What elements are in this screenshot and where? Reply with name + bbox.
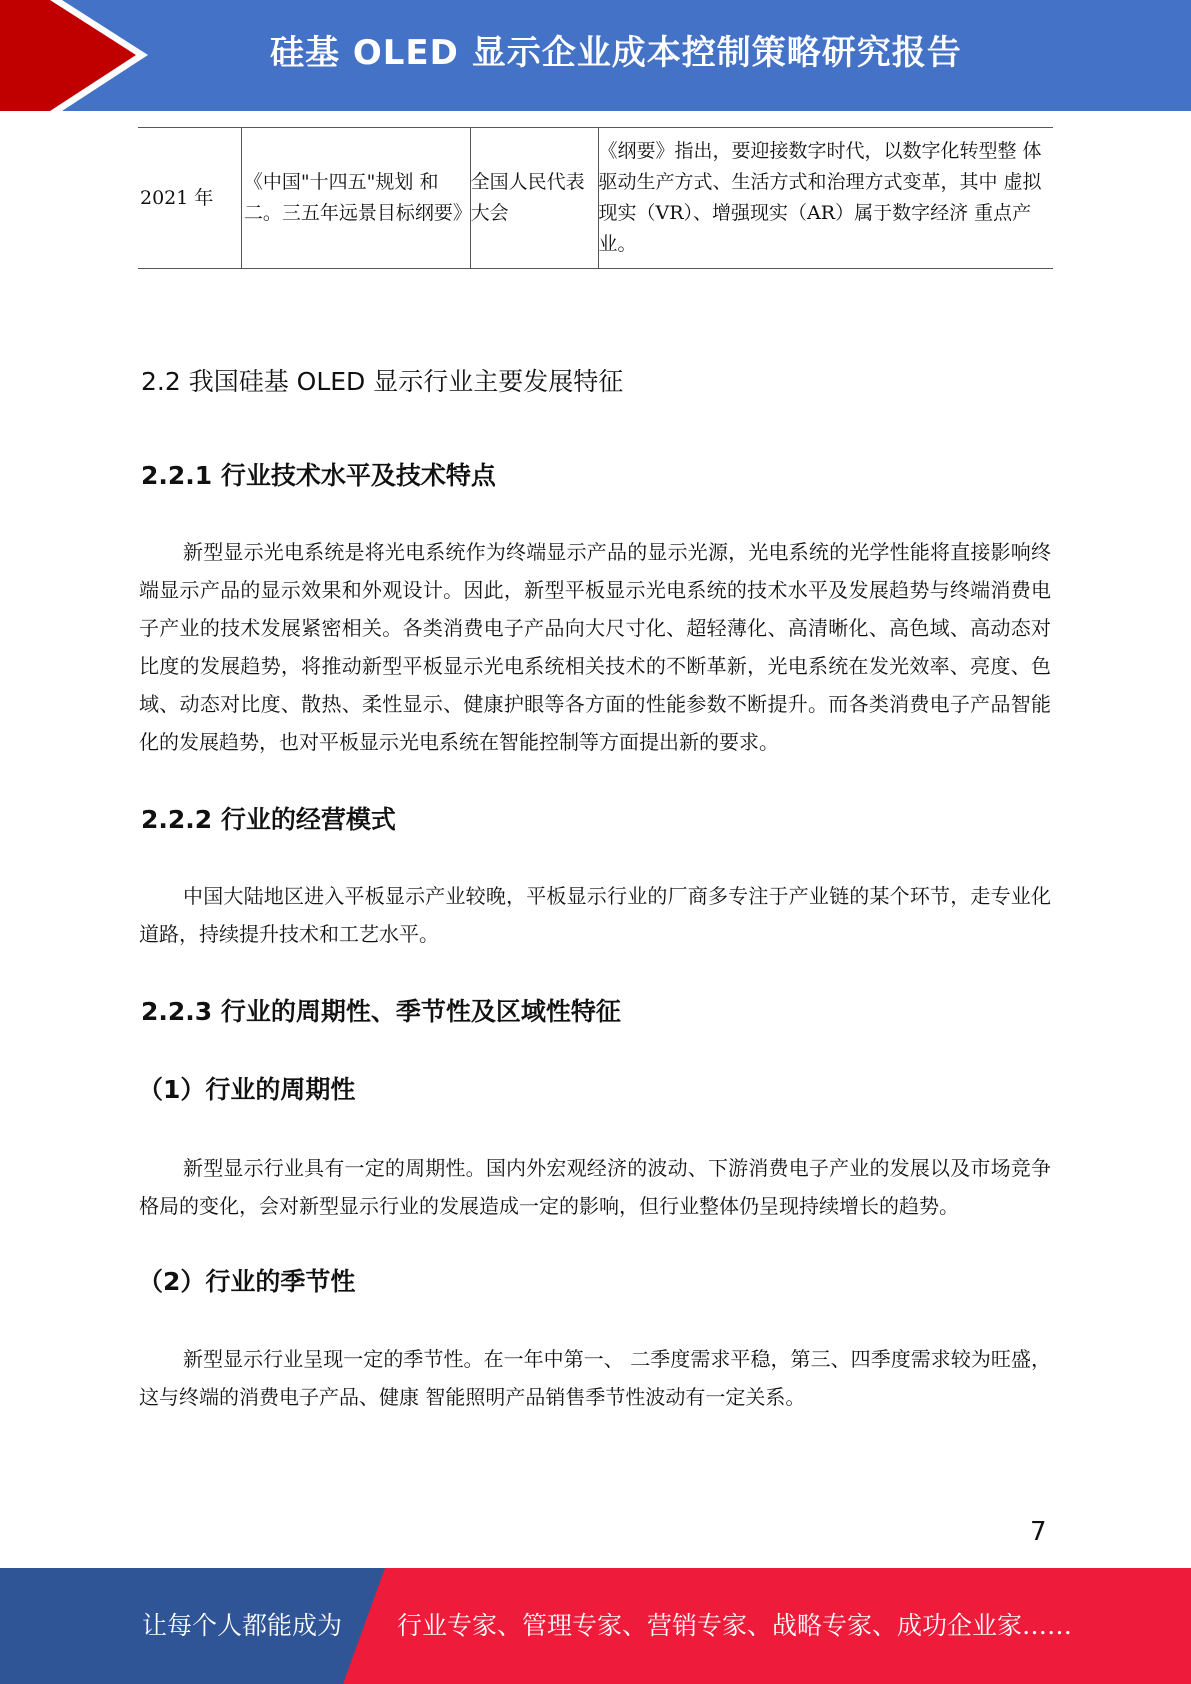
table-cell-issuer: 全国人民代表大会: [470, 128, 598, 269]
table-cell-document: 《中国"十四五"规划 和二。三五年远景目标纲要》: [241, 128, 470, 269]
header-banner: [0, 0, 1191, 111]
paragraph-business-model: 中国大陆地区进入平板显示产业较晚，平板显示行业的厂商多专注于产业链的某个环节，走专业化道路，持续提升技术和工艺水平。: [139, 884, 1051, 946]
table-row: [138, 128, 1053, 269]
subheading-seasonality: （2）行业的季节性: [138, 1267, 356, 1296]
paragraph-seasonality: 新型显示行业呈现一定的季节性。在一年中第一、 二季度需求平稳，第三、四季度需求较为旺盛，这与终端的消费电子产品、健康 智能照明产品销售季节性波动有一定关系。: [139, 1347, 1051, 1409]
page-number: 7: [1030, 1517, 1047, 1547]
policy-table: [138, 127, 1053, 269]
section-heading-2-2-1: 2.2.1 行业技术水平及技术特点: [141, 461, 496, 490]
table-cell-content: 《纲要》指出，要迎接数字时代，以数字化转型整 体驱动生产方式、生活方式和治理方式变革，其中 虚拟现实（VR）、增强现实（AR）属于数字经济 重点产业。: [598, 128, 1053, 269]
subheading-cyclicality: （1）行业的周期性: [138, 1075, 356, 1104]
paragraph-tech-level: 新型显示光电系统是将光电系统作为终端显示产品的显示光源，光电系统的光学性能将直接影响终端显示产品的显示效果和外观设计。因此，新型平板显示光电系统的技术水平及发展趋势与终端消费电子产业的技术发展紧密相关。各类消费电子产品向大尺寸化、超轻薄化、高清晰化、高色域、高动态对比度的发展趋势，将推动新型平板显示光电系统相关技术的不断革新，光电系统在发光效率、亮度、色域、动态对比度、散热、柔性显示、健康护眼等各方面的性能参数不断提升。而各类消费电子产品智能化的发展趋势，也对平板显示光电系统在智能控制等方面提出新的要求。: [139, 540, 1051, 754]
report-title: 硅基 OLED 显示企业成本控制策略研究报告: [270, 33, 962, 73]
section-heading-2-2-3: 2.2.3 行业的周期性、季节性及区域性特征: [141, 997, 621, 1026]
table-cell-year: 2021 年: [138, 128, 241, 269]
footer-banner: [0, 1568, 1191, 1684]
section-heading-2-2-2: 2.2.2 行业的经营模式: [141, 805, 396, 834]
footer-slogan-left: 让每个人都能成为: [142, 1611, 343, 1640]
footer-slogan-right: 行业专家、管理专家、营销专家、战略专家、成功企业家……: [397, 1611, 1073, 1640]
paragraph-cyclicality: 新型显示行业具有一定的周期性。国内外宏观经济的波动、下游消费电子产业的发展以及市场竞争格局的变化，会对新型显示行业的发展造成一定的影响，但行业整体仍呈现持续增长的趋势。: [139, 1156, 1051, 1218]
section-heading-2-2: 2.2 我国硅基 OLED 显示行业主要发展特征: [141, 367, 624, 396]
